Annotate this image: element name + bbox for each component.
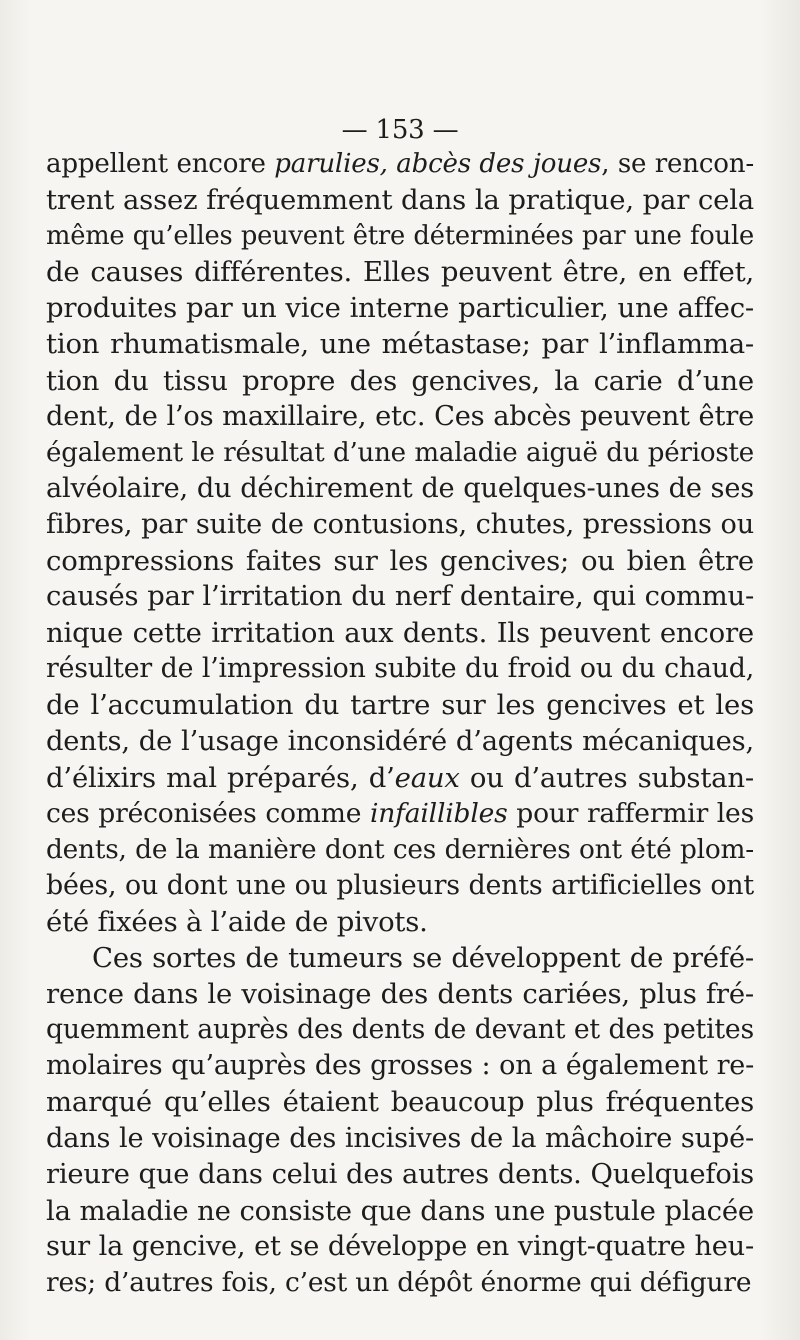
text-line	[46, 290, 754, 326]
text-line	[46, 1048, 754, 1084]
text-line	[46, 326, 754, 362]
text-line	[46, 1229, 754, 1265]
text-line	[46, 471, 754, 507]
text-segment: bées, ou dont une ou plusieurs dents artificielles ont	[46, 869, 754, 901]
text-line	[46, 1193, 754, 1229]
text-line	[46, 218, 754, 254]
text-segment: , se rencon-	[601, 149, 754, 179]
text-segment: dents, de la manière dont ces dernières ont été plom-	[46, 834, 754, 865]
text-line	[46, 1084, 754, 1120]
text-segment: également le résultat d’une maladie aiguë du périoste	[46, 437, 754, 468]
text-segment: trent assez fréquemment dans la pratique, par cela	[46, 184, 754, 217]
text-segment: ces préconisées comme	[46, 797, 370, 829]
text-segment: dent, de l’os maxillaire, etc. Ces abcès peuvent être	[46, 400, 754, 432]
text-segment: compressions faites sur les gencives; ou bien être	[46, 545, 754, 578]
text-segment: tion du tissu propre des gencives, la carie d’une	[46, 364, 754, 397]
text-segment: tion rhumatismale, une métastase; par l’inflamma-	[46, 328, 754, 361]
text-segment: été fixées à l’aide de pivots.	[46, 905, 428, 938]
text-segment: de l’accumulation du tartre sur les gencives et les	[46, 689, 754, 722]
text-line	[46, 1157, 754, 1193]
text-line	[46, 687, 754, 723]
text-line	[46, 399, 754, 435]
text-segment: nique cette irritation aux dents. Ils peuvent encore	[46, 617, 754, 650]
text-line	[46, 1265, 754, 1301]
italic-text-segment: infaillibles	[369, 797, 508, 829]
text-segment: résulter de l’impression subite du froid ou du chaud,	[46, 653, 754, 685]
text-segment: res; d’autres fois, c’est un dépôt énorme qui défigure	[46, 1266, 752, 1298]
text-segment: ou d’autres substan-	[459, 761, 754, 794]
body-text	[46, 146, 754, 1301]
text-segment: fibres, par suite de contusions, chutes, pressions ou	[46, 508, 754, 540]
text-segment: pour raffermir les	[507, 797, 754, 829]
text-segment: rence dans le voisinage des dents cariées, plus fré-	[46, 978, 754, 1011]
text-line	[46, 254, 754, 290]
text-segment: molaires qu’auprès des grosses : on a également re-	[46, 1050, 754, 1082]
text-segment: la maladie ne consiste que dans une pustule placée	[46, 1194, 754, 1227]
text-segment: Ces sortes de tumeurs se développent de préfé-	[92, 942, 754, 975]
text-block	[46, 110, 754, 1301]
text-segment: rieure que dans celui des autres dents. Quelquefois	[46, 1158, 754, 1190]
text-line	[46, 832, 754, 868]
text-segment: même qu’elles peuvent être déterminées par une foule	[46, 221, 754, 252]
text-line	[46, 1121, 754, 1157]
text-segment: sur la gencive, et se développe en vingt-quatre heu-	[46, 1230, 754, 1262]
text-segment: appellent encore	[46, 149, 275, 179]
text-line	[46, 796, 754, 832]
text-line	[46, 651, 754, 687]
text-segment: alvéolaire, du déchirement de quelques-unes de ses	[46, 472, 754, 504]
text-line	[46, 976, 754, 1012]
text-segment: causés par l’irritation du nerf dentaire, qui commu-	[46, 581, 754, 613]
text-line	[46, 507, 754, 543]
text-line	[46, 543, 754, 579]
text-line	[46, 940, 754, 976]
text-line	[46, 182, 754, 218]
text-line	[46, 724, 754, 760]
text-segment: dans le voisinage des incisives de la mâchoire supé-	[46, 1122, 754, 1154]
text-segment: de causes différentes. Elles peuvent être, en effet,	[46, 256, 754, 289]
text-segment: marqué qu’elles étaient beaucoup plus fréquentes	[46, 1086, 754, 1119]
text-line	[46, 1012, 754, 1048]
text-segment: produites par un vice interne particulier, une affec-	[46, 292, 754, 325]
text-line	[46, 904, 754, 940]
text-line	[46, 760, 754, 796]
text-line	[46, 435, 754, 471]
text-line	[46, 868, 754, 904]
text-line	[46, 146, 754, 182]
text-line	[46, 579, 754, 615]
italic-text-segment: parulies, abcès des joues	[274, 149, 602, 179]
text-line	[46, 615, 754, 651]
text-segment: quemment auprès des dents de devant et des petites	[46, 1014, 754, 1046]
page-number: — 153 —	[341, 115, 459, 145]
paragraph	[46, 940, 754, 1301]
italic-text-segment: eaux	[394, 761, 460, 794]
text-line	[46, 363, 754, 399]
paragraph	[46, 146, 754, 940]
text-segment: dents, de l’usage inconsidéré d’agents mécaniques,	[46, 725, 754, 757]
text-segment: d’élixirs mal préparés, d’	[46, 761, 395, 794]
